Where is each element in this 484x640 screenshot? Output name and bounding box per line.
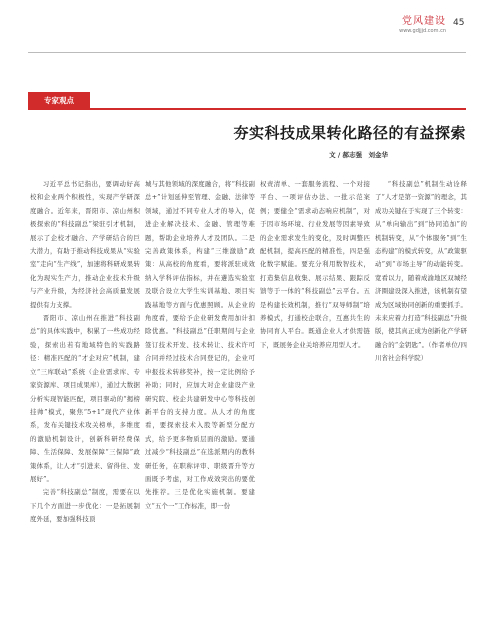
logo-text: 党风建设 [402, 16, 446, 27]
article-byline: 文 / 郝志强 刘金华 [329, 151, 388, 159]
logo-url: www.gdjjjd.com.cn [399, 28, 446, 34]
paragraph-4: 城与其他领域的深度融合，将“科技副总+”计划延伸至管理、金融、法律等领域，通过不同专业人才的导入，促进企业解决技术、金融、管理等难题，帮助企业培养人才及团队。二是完善政策体系，构建“三维激励”政策：从高校的角度看，要将派驻成效纳入学科评估指标，并在遴选实验室及联合设立大学生实训基地、项目实践基地等方面与优惠照顾。从企业的角度看，要给予企业研发费用加计扣除优惠。“科技副总”任职期间与企业签订技术开发、技术转让、技术许可合同并经过技术合同登记的，企业可申报技术转移奖补，按一定比例给予补助；同时，应加大对企业建设产业研究院、校企共建研发中心等科技创新平台的支持力度。从人才的角度看，要探索技术入股等新型分配方式，给予更多物质层面的激励。要通过减少“科技副总”在选派期内的教科研任务，在职称评审、职级晋升等方面既予考虑，对工作成效突出的要优先推荐。三是优化实施机制。要建立“五个一”工作标准，即一份 [145, 180, 255, 510]
column-rule [28, 108, 466, 110]
text-column-1 [30, 178, 140, 527]
text-column-2 [145, 178, 255, 513]
text-column-4 [375, 178, 467, 366]
article-title: 夯实科技成果转化路径的有益探索 [233, 124, 466, 142]
magazine-logo [386, 12, 446, 34]
paragraph-6: “科技副总”机制生动诠释了“人才是第一资源”的理念，其成功关键在于实现了三个转变：从“单向输出”到“协同追加”的机制转变，从“个体服务”到“生态构建”的模式转变，从“政策驱动”到“市场主导”的动能转变。宽看以力，随着成渝地区双城经济圈建设深入推进，该机制有望成为区域协同创新的重要抓手。未来应着力打造“科技副总”升级版，使其真正成为创新化产学研融合的“金钥匙”。（作者单位/四川省社会科学院） [375, 180, 467, 363]
column-tag: 专家观点 [28, 92, 90, 110]
paragraph-2: 晋阳市、凉山州在推进“科技副总”的具体实践中，积累了一些成功经验，探索出若有地域特色的实践路径：精准匹配的“才企对应”机制，建立“三库联动”系统（企业需求库、专家资源库、项目成果库），通过大数据分析实现智能匹配，项目驱动的“揭榜挂帅”模式，聚焦“5+1”现代产业体系，发布关键技术攻关榜单，多维度的激励机制设计，创新科研经费保障、生活保障、发展保障“三保障”政策体系，让人才“引进来、留得住、发展好”。 [30, 314, 140, 483]
page-number: 45 [453, 18, 465, 28]
paragraph-5: 权责清单、一套服务流程、一个对接平台、一项评估办法、一批示范案例；要健全“需求动态响应机制”，对于因市场环境、行业发展等因素导致的企业需求发生的变化，及时调整匹配机制，提高匹配的精准性，四是强化数字赋能。要充分利用数智技术，打造集信息收集、展示结果、跟踪反馈等于一体的“科技副总”云平台。五是构建长效机制，推行“双导师制”培养模式，打通校企联合，互惠共生的协同育人平台。既通企业人才供需链下，既展务企业关培养应用型人才。 [260, 180, 370, 349]
paragraph-1: 习近平总书记指出，要调动好高校和企业两个积极性，实现产学研深度融合。近年来，晋阳市、凉山州积极探索的“科技副总”梁驻引才机制，展示了企校才融合、产学研结合的巨大潜力，有助于推动科技成果从“实验室”走向“生产线”，加速将科研成果转化为现实生产力，推动企业技术升级与产业升级，为经济社会高质量发展提供有力支撑。 [30, 180, 140, 309]
text-column-3 [260, 178, 370, 352]
column-bar [28, 92, 466, 110]
page-header [0, 0, 484, 60]
paragraph-3: 完善“科技副总”制度，需要在以下几个方面进一步优化：一是拓展制度外延，要加强科技顶 [30, 488, 140, 524]
header-divider [28, 52, 466, 53]
